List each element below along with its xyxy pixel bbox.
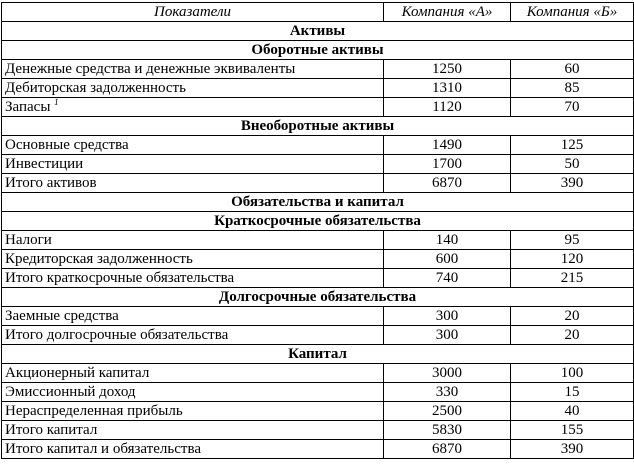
- row-label-cell: [2, 440, 384, 459]
- row-label: Итого долгосрочные обязательства: [5, 327, 229, 343]
- value-company-b: 120: [511, 250, 634, 269]
- table-row: [2, 79, 634, 98]
- row-label: Основные средства: [5, 137, 129, 153]
- table-row: [2, 231, 634, 250]
- table-row: [2, 402, 634, 421]
- value-company-a: 3000: [384, 364, 511, 383]
- section-heading: Оборотные активы: [2, 41, 634, 60]
- section-heading: Обязательства и капитал: [2, 193, 634, 212]
- value-company-b: 40: [511, 402, 634, 421]
- value-company-a: 2500: [384, 402, 511, 421]
- section-row: [2, 288, 634, 307]
- value-company-a: 1700: [384, 155, 511, 174]
- table-row: [2, 440, 634, 459]
- row-label: Акционерный капитал: [5, 365, 150, 381]
- section-heading: Активы: [2, 22, 634, 41]
- table-row: [2, 269, 634, 288]
- row-label-cell: [2, 383, 384, 402]
- value-company-b: 390: [511, 174, 634, 193]
- header-company-b: Компания «Б»: [511, 3, 634, 22]
- row-label-cell: [2, 269, 384, 288]
- table-row: [2, 98, 634, 117]
- table-body: [2, 22, 634, 459]
- section-row: [2, 212, 634, 231]
- table-header: [2, 3, 634, 22]
- section-row: [2, 22, 634, 41]
- row-label-cell: [2, 402, 384, 421]
- value-company-b: 100: [511, 364, 634, 383]
- value-company-b: 125: [511, 136, 634, 155]
- table-row: [2, 383, 634, 402]
- header-indicators: Показатели: [2, 3, 384, 22]
- value-company-a: 600: [384, 250, 511, 269]
- row-label: Итого активов: [5, 175, 97, 191]
- value-company-b: 155: [511, 421, 634, 440]
- row-label-cell: [2, 326, 384, 345]
- table-row: [2, 250, 634, 269]
- section-heading: Краткосрочные обязательства: [2, 212, 634, 231]
- row-label: Эмиссионный доход: [5, 384, 136, 400]
- value-company-a: 300: [384, 307, 511, 326]
- row-label-cell: [2, 79, 384, 98]
- value-company-a: 740: [384, 269, 511, 288]
- value-company-a: 1120: [384, 98, 511, 117]
- value-company-a: 5830: [384, 421, 511, 440]
- value-company-a: 6870: [384, 440, 511, 459]
- section-row: [2, 117, 634, 136]
- value-company-a: 1310: [384, 79, 511, 98]
- row-label: Денежные средства и денежные эквиваленты: [5, 61, 296, 77]
- value-company-a: 6870: [384, 174, 511, 193]
- row-label-cell: [2, 136, 384, 155]
- row-label: Инвестиции: [5, 156, 84, 172]
- value-company-b: 50: [511, 155, 634, 174]
- value-company-b: 95: [511, 231, 634, 250]
- table-row: [2, 174, 634, 193]
- row-label: Налоги: [5, 232, 52, 248]
- row-label-cell: [2, 174, 384, 193]
- value-company-b: 70: [511, 98, 634, 117]
- header-company-a: Компания «А»: [384, 3, 511, 22]
- row-label: Кредиторская задолженность: [5, 251, 193, 267]
- row-label-cell: [2, 364, 384, 383]
- value-company-a: 330: [384, 383, 511, 402]
- table-row: [2, 307, 634, 326]
- row-label-cell: [2, 231, 384, 250]
- value-company-b: 20: [511, 326, 634, 345]
- value-company-a: 300: [384, 326, 511, 345]
- row-label-cell: [2, 60, 384, 79]
- row-label-cell: [2, 307, 384, 326]
- row-label: Нераспределенная прибыль: [5, 403, 183, 419]
- value-company-a: 1250: [384, 60, 511, 79]
- table-row: [2, 421, 634, 440]
- value-company-b: 60: [511, 60, 634, 79]
- table-row: [2, 364, 634, 383]
- row-label: Заемные средства: [5, 308, 119, 324]
- value-company-a: 1490: [384, 136, 511, 155]
- section-heading: Капитал: [2, 345, 634, 364]
- value-company-b: 85: [511, 79, 634, 98]
- balance-sheet-table: [1, 2, 634, 459]
- row-label: Итого капитал и обязательства: [5, 441, 201, 457]
- value-company-b: 15: [511, 383, 634, 402]
- value-company-b: 390: [511, 440, 634, 459]
- row-label: Итого краткосрочные обязательства: [5, 270, 235, 286]
- section-row: [2, 345, 634, 364]
- row-label: Итого капитал: [5, 422, 98, 438]
- row-label-cell: [2, 155, 384, 174]
- footnote-marker: 1: [54, 97, 59, 107]
- value-company-a: 140: [384, 231, 511, 250]
- section-heading: Долгосрочные обязательства: [2, 288, 634, 307]
- section-row: [2, 193, 634, 212]
- value-company-b: 215: [511, 269, 634, 288]
- row-label-cell: [2, 250, 384, 269]
- table-row: [2, 155, 634, 174]
- row-label: Запасы: [5, 99, 51, 115]
- table-row: [2, 60, 634, 79]
- row-label: Дебиторская задолженность: [5, 80, 186, 96]
- table-row: [2, 326, 634, 345]
- table-row: [2, 136, 634, 155]
- section-heading: Внеоборотные активы: [2, 117, 634, 136]
- section-row: [2, 41, 634, 60]
- row-label-cell: [2, 98, 384, 117]
- row-label-cell: [2, 421, 384, 440]
- value-company-b: 20: [511, 307, 634, 326]
- header-row: [2, 3, 634, 22]
